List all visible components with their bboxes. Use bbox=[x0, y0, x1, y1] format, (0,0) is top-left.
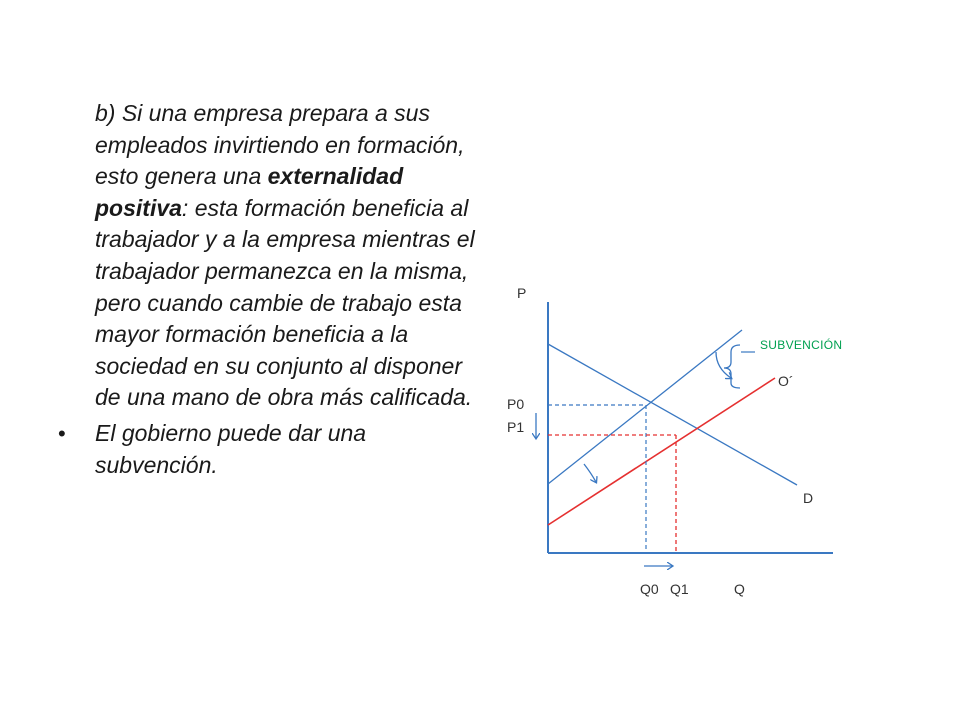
shift-arrow-upper-icon bbox=[716, 352, 731, 378]
p1-label: P1 bbox=[507, 419, 525, 435]
bullet-text: El gobierno puede dar una subvención. bbox=[95, 419, 367, 478]
paragraph-bold-term: externalidad positiva bbox=[95, 163, 404, 221]
new-supply-curve bbox=[548, 378, 775, 525]
paragraph-text-start: b) Si una empresa prepara a sus empleados invirtiendo en formación, esto genera una bbox=[95, 100, 465, 190]
price-axis-label: P bbox=[517, 285, 527, 301]
original-supply-curve bbox=[548, 330, 742, 484]
quantity-axis-label: Q bbox=[734, 581, 745, 597]
q0-label: Q0 bbox=[640, 581, 659, 597]
paragraph-text-end: : esta formación beneficia al trabajador y a la empresa mientras el trabajador permanezca en la misma, pero cuando cambie de trabajo esta mayor formación beneficia a la sociedad en su conjunto al disponer de una mano de obra más calificada. bbox=[95, 194, 475, 411]
demand-label: D bbox=[803, 490, 814, 506]
q1-label: Q1 bbox=[670, 581, 689, 597]
subsidy-brace bbox=[724, 345, 740, 388]
demand-curve bbox=[548, 344, 797, 485]
p0-label: P0 bbox=[507, 396, 525, 412]
bullet-marker: • bbox=[58, 420, 66, 446]
subsidy-label: SUBVENCIÓN bbox=[760, 338, 843, 352]
new-supply-label: O´ bbox=[778, 373, 794, 389]
shift-arrow-lower-icon bbox=[584, 464, 596, 482]
